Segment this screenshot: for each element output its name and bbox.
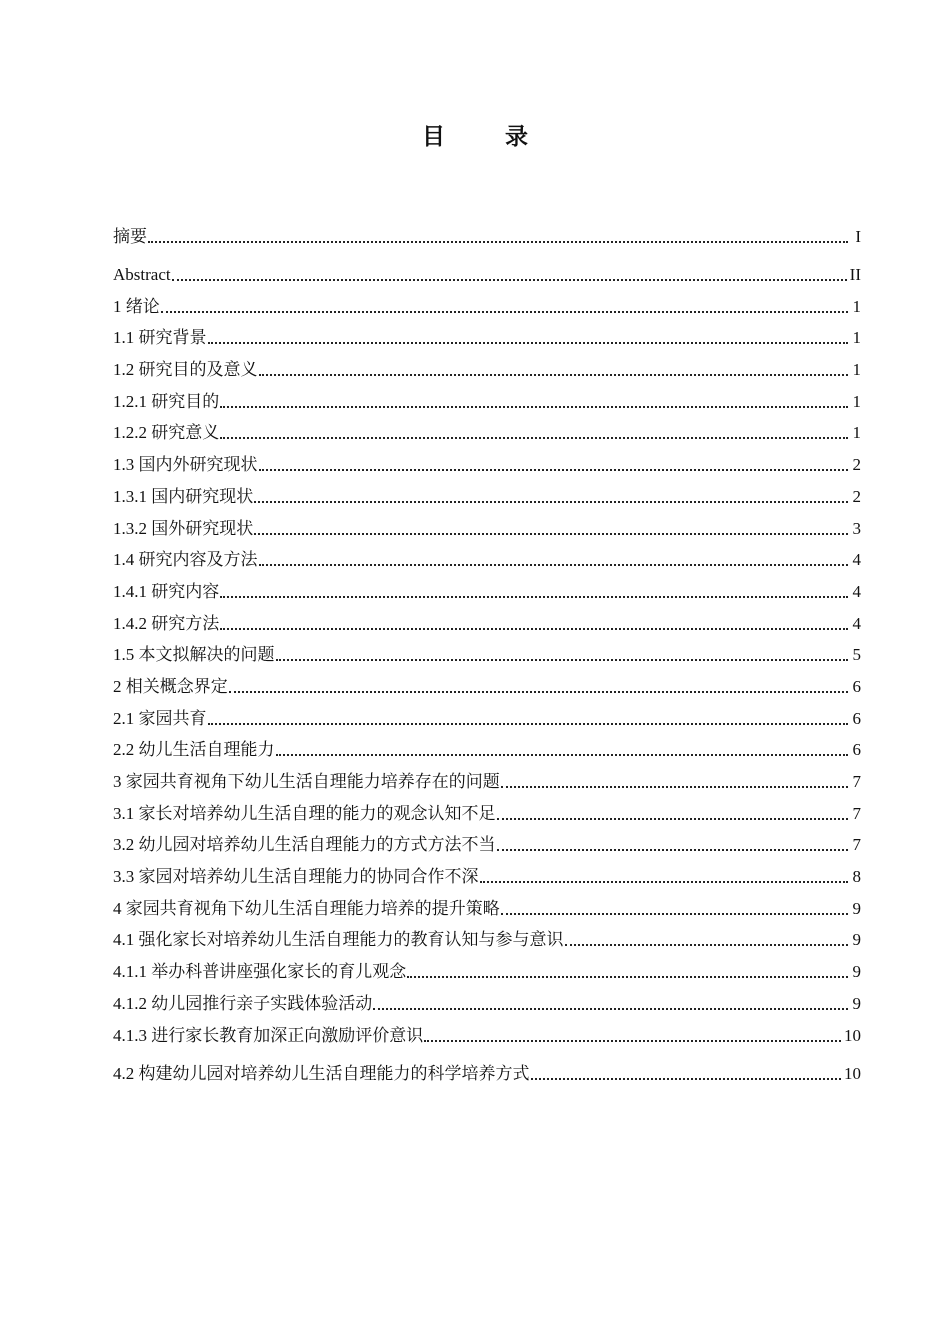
toc-entry[interactable] — [113, 668, 861, 700]
toc-entry-page: 4 — [852, 581, 861, 601]
toc-entry-label: 1.2 研究目的及意义 — [113, 360, 258, 380]
toc-entry-label: 摘要 — [113, 227, 147, 246]
toc-entry-label: 1.5 本文拟解决的问题 — [113, 645, 275, 665]
toc-entry[interactable] — [113, 415, 861, 447]
toc-entry-page: 4 — [852, 550, 861, 570]
dot-leader — [497, 849, 849, 851]
dot-leader — [259, 564, 849, 566]
toc-entry[interactable] — [113, 510, 861, 542]
toc-entry[interactable] — [113, 288, 861, 320]
toc-entry-page: 10 — [844, 1025, 861, 1045]
dot-leader — [501, 913, 848, 915]
toc-entry-label: 4.2 构建幼儿园对培养幼儿生活自理能力的科学培养方式 — [113, 1063, 530, 1083]
toc-entry-label: 3.2 幼儿园对培养幼儿生活自理能力的方式方法不当 — [113, 835, 496, 855]
toc-entry-page: 1 — [852, 328, 861, 348]
toc-entry[interactable] — [113, 827, 861, 859]
toc-entry[interactable] — [113, 795, 861, 827]
toc-entry[interactable] — [113, 320, 861, 352]
toc-entry[interactable] — [113, 250, 861, 288]
toc-entry-label: 3.3 家园对培养幼儿生活自理能力的协同合作不深 — [113, 867, 479, 887]
toc-entry[interactable] — [113, 478, 861, 510]
toc-entry-label: 1.4.1 研究内容 — [113, 581, 220, 601]
toc-entry-page: 1 — [852, 360, 861, 380]
toc-entry-page: II — [849, 265, 861, 284]
toc-entry-label: 4.1 强化家长对培养幼儿生活自理能力的教育认知与参与意识 — [113, 930, 564, 950]
toc-entry-page: 1 — [852, 391, 861, 411]
dot-leader — [208, 723, 849, 725]
toc-entry[interactable] — [113, 763, 861, 795]
toc-entry-page: 7 — [852, 772, 861, 791]
toc-entry-page: 2 — [852, 455, 861, 475]
toc-entry[interactable] — [113, 446, 861, 478]
dot-leader — [254, 533, 848, 535]
toc-entry[interactable] — [113, 212, 861, 250]
dot-leader — [220, 596, 848, 598]
toc-entry-label: 1.3.2 国外研究现状 — [113, 518, 254, 538]
dot-leader — [172, 279, 847, 281]
dot-leader — [276, 659, 849, 661]
toc-entry-page: 1 — [852, 296, 861, 316]
toc-entry-label: 4.1.1 举办科普讲座强化家长的育儿观念 — [113, 962, 407, 982]
dot-leader — [220, 437, 848, 439]
toc-entry[interactable] — [113, 858, 861, 890]
toc-entry-page: 4 — [852, 613, 861, 633]
toc-entry-page: 7 — [852, 835, 861, 855]
toc-entry[interactable] — [113, 985, 861, 1017]
toc-entry-page: 8 — [852, 867, 861, 887]
toc-entry-label: 4 家园共育视角下幼儿生活自理能力培养的提升策略 — [113, 898, 500, 918]
dot-leader — [531, 1078, 842, 1080]
toc-entry-page: I — [855, 227, 861, 246]
toc-entry[interactable] — [113, 1017, 861, 1049]
table-of-contents — [113, 212, 861, 1087]
dot-leader — [148, 241, 848, 243]
dot-leader — [424, 1040, 841, 1042]
dot-leader — [480, 881, 849, 883]
toc-entry-label: 2.1 家园共育 — [113, 708, 207, 728]
toc-entry-page: 6 — [852, 740, 861, 760]
toc-entry-page: 10 — [844, 1063, 861, 1083]
toc-entry-label: 1.3.1 国内研究现状 — [113, 486, 254, 506]
toc-entry[interactable] — [113, 1049, 861, 1087]
toc-entry[interactable] — [113, 922, 861, 954]
toc-entry-label: Abstract — [113, 265, 171, 284]
toc-entry-label: 3.1 家长对培养幼儿生活自理的能力的观念认知不足 — [113, 803, 496, 823]
toc-entry-page: 9 — [852, 898, 861, 918]
toc-entry-label: 1.2.1 研究目的 — [113, 391, 220, 411]
dot-leader — [565, 944, 849, 946]
dot-leader — [254, 501, 848, 503]
toc-entry-label: 1.2.2 研究意义 — [113, 423, 220, 443]
toc-entry-label: 1.3 国内外研究现状 — [113, 455, 258, 475]
toc-entry-page: 3 — [852, 518, 861, 538]
toc-entry-label: 4.1.3 进行家长教育加深正向激励评价意识 — [113, 1025, 424, 1045]
toc-entry-page: 5 — [852, 645, 861, 665]
toc-entry-label: 1.4 研究内容及方法 — [113, 550, 258, 570]
dot-leader — [373, 1008, 848, 1010]
toc-entry[interactable] — [113, 890, 861, 922]
toc-entry-label: 1.4.2 研究方法 — [113, 613, 220, 633]
dot-leader — [501, 786, 848, 788]
toc-entry-page: 7 — [852, 803, 861, 823]
toc-entry-label: 1.1 研究背景 — [113, 328, 207, 348]
toc-entry-page: 9 — [852, 962, 861, 982]
page-title: 目 录 — [421, 124, 554, 150]
dot-leader — [276, 754, 849, 756]
toc-entry[interactable] — [113, 573, 861, 605]
toc-entry[interactable] — [113, 637, 861, 669]
dot-leader — [208, 342, 849, 344]
toc-entry-label: 1 绪论 — [113, 296, 160, 316]
toc-entry[interactable] — [113, 700, 861, 732]
toc-entry-label: 4.1.2 幼儿园推行亲子实践体验活动 — [113, 993, 373, 1013]
dot-leader — [161, 311, 848, 313]
toc-entry[interactable] — [113, 351, 861, 383]
dot-leader — [407, 976, 848, 978]
toc-entry-page: 6 — [852, 676, 861, 696]
toc-entry-page: 6 — [852, 708, 861, 728]
toc-entry-page: 2 — [852, 486, 861, 506]
toc-entry[interactable] — [113, 383, 861, 415]
dot-leader — [229, 691, 848, 693]
toc-entry-page: 1 — [852, 423, 861, 443]
toc-entry-page: 9 — [852, 930, 861, 950]
toc-entry[interactable] — [113, 732, 861, 764]
toc-entry[interactable] — [113, 953, 861, 985]
dot-leader — [220, 406, 848, 408]
toc-entry[interactable] — [113, 605, 861, 637]
toc-entry-page: 9 — [852, 993, 861, 1013]
dot-leader — [220, 628, 848, 630]
toc-entry-label: 2.2 幼儿生活自理能力 — [113, 740, 275, 760]
dot-leader — [259, 469, 849, 471]
dot-leader — [259, 374, 849, 376]
toc-entry-label: 3 家园共育视角下幼儿生活自理能力培养存在的问题 — [113, 772, 500, 791]
dot-leader — [497, 818, 849, 820]
toc-entry-label: 2 相关概念界定 — [113, 676, 228, 696]
toc-entry[interactable] — [113, 542, 861, 574]
